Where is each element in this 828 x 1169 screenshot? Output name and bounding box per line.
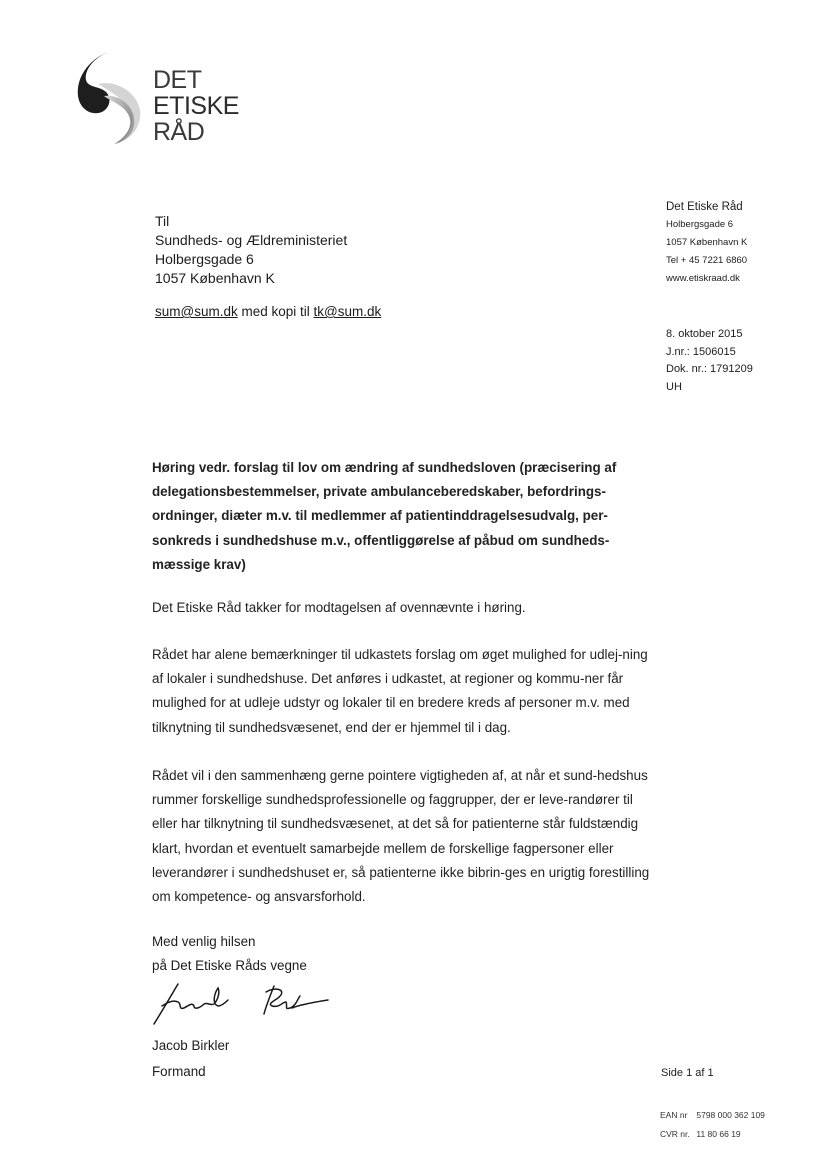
- registration-codes: [660, 1106, 765, 1144]
- closing-on-behalf: på Det Etiske Råds vegne: [152, 958, 307, 974]
- logo-line-raad: RÅD: [153, 118, 205, 146]
- logo-line-det: DET: [153, 66, 202, 94]
- sender-web: www.etiskraad.dk: [666, 273, 740, 284]
- handwritten-signature: [148, 980, 338, 1030]
- body-paragraph-2: Rådet har alene bemærkninger til udkastets forslag om øget mulighed for udlej-ning af lokaler i sundhedshuse. Det anføres i udkastet, at regioner og kommu-ner får mulighed for at udleje udstyr og lokaler til en bredere kreds af personer m.v. med tilknytning til sundhedsvæsenet, end der er hjemmel til i dag.: [152, 647, 648, 735]
- ean-value: 5798 000 362 109: [696, 1110, 765, 1120]
- document-meta: [666, 326, 753, 396]
- sender-city: 1057 København K: [666, 237, 748, 248]
- sender-name: Det Etiske Råd: [666, 201, 743, 213]
- letter-date: 8. oktober 2015: [666, 328, 743, 340]
- recipient-address: [155, 212, 347, 288]
- primary-email-link[interactable]: sum@sum.dk: [155, 304, 238, 319]
- logo-wordmark: [153, 67, 239, 145]
- author-initials: UH: [666, 380, 682, 393]
- recipient-org: Sundheds- og Ældreministeriet: [155, 232, 348, 248]
- recipient-street: Holbergsgade 6: [155, 251, 254, 267]
- ean-row: [660, 1106, 765, 1125]
- logo-swirl-icon: [74, 50, 146, 146]
- sender-address: [666, 198, 747, 288]
- recipient-city: 1057 København K: [155, 270, 275, 286]
- recipient-to: Til: [155, 213, 170, 229]
- signer-title: Formand: [152, 1064, 206, 1079]
- body-paragraph-1: Det Etiske Råd takker for modtagelsen af ovennævnte i høring.: [152, 600, 526, 615]
- sender-phone: Tel + 45 7221 6860: [666, 255, 748, 266]
- journal-number: J.nr.: 1506015: [666, 345, 736, 358]
- document-number: Dok. nr.: 1791209: [666, 363, 753, 375]
- closing-greeting: Med venlig hilsen: [152, 934, 256, 949]
- letter-subject: Høring vedr. forslag til lov om ændring af sundhedsloven (præcisering af delegationsbestemmelser, private ambulanceberedskaber, befordrings-ordninger, diæter m.v. til medlemmer af patientinddragelsesudvalg, per-sonkreds i sundhedshuse m.v., offentliggørelse af påbud om sundheds-mæssige krav): [152, 460, 617, 572]
- signer-block: [152, 1033, 229, 1085]
- closing: [152, 930, 307, 978]
- page-number: Side 1 af 1: [661, 1067, 714, 1079]
- logo-line-etiske: ETISKE: [153, 92, 239, 120]
- signer-name: Jacob Birkler: [152, 1038, 230, 1053]
- sender-street: Holbergsgade 6: [666, 219, 734, 230]
- email-connector: med kopi til: [241, 304, 310, 319]
- cvr-row: [660, 1125, 765, 1144]
- cvr-label: CVR nr.: [660, 1129, 690, 1139]
- cvr-value: 11 80 66 19: [696, 1129, 741, 1139]
- ean-label: EAN nr: [660, 1110, 688, 1120]
- body-paragraph-3: Rådet vil i den sammenhæng gerne pointere vigtigheden af, at når et sund-hedshus rummer forskellige sundhedsprofessionelle og faggrupper, der er leve-randører til eller har tilknytning til sundhedsvæsenet, at det så for patienterne står fuldstændig klart, hvordan et eventuelt samarbejde mellem de forskellige fagpersoner eller leverandører i sundhedshuset er, så patienterne ikke bibrin-ges en urigtig forestilling om kompetence- og ansvarsforhold.: [152, 768, 650, 905]
- email-line: [155, 304, 381, 319]
- copy-email-link[interactable]: tk@sum.dk: [313, 304, 382, 319]
